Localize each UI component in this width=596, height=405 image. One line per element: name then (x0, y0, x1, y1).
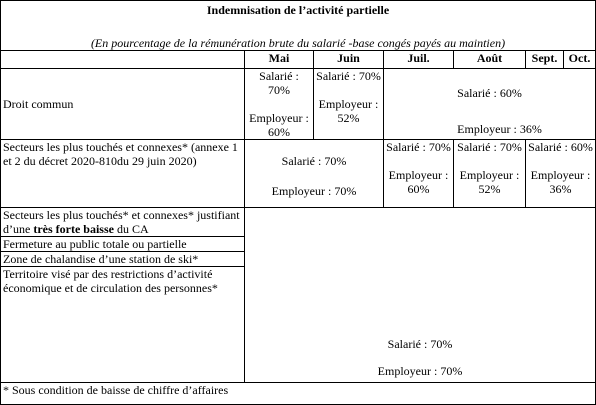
month-header-aout: Août (454, 51, 526, 69)
salarie-value: Salarié : 70% (259, 69, 299, 97)
table-title-cell (1, 1, 596, 51)
employeur-label: Employeur : (318, 97, 379, 111)
month-header-oct: Oct. (564, 51, 596, 69)
cell-droit-commun-juin (314, 69, 384, 140)
footnote: * Sous condition de baisse de chiffre d’affaires (1, 383, 596, 405)
salarie-value: Salarié : 60% (457, 86, 522, 100)
cell-droit-commun-juil-oct (384, 69, 596, 140)
employeur-value: 36% (549, 182, 572, 196)
month-header-sept: Sept. (526, 51, 564, 69)
employeur-label: Employeur : (530, 168, 591, 182)
row-label-fermeture: Fermeture au public totale ou partielle (1, 237, 245, 252)
employeur-label: Employeur : (388, 168, 449, 182)
salarie-value: Salarié : 60% (528, 140, 593, 154)
label-bold-text: très forte baisse (33, 222, 114, 236)
label-text: du CA (113, 222, 149, 236)
empty-header-cell (1, 51, 245, 69)
label-text: Secteurs les plus touchés* et connexes* justifiant d’une (3, 208, 240, 236)
employeur-label: Employeur : (459, 168, 520, 182)
salarie-value: Salarié : 70% (457, 140, 522, 154)
table-subtitle: (En pourcentage de la rémunération brute du salarié -base congés payés au maintien) (90, 36, 506, 50)
employeur-value: 60% (407, 182, 430, 196)
salarie-value: Salarié : 70% (387, 337, 453, 351)
cell-merged-70 (245, 208, 596, 383)
cell-secteurs-aout (454, 140, 526, 208)
employeur-value: Employeur : 36% (457, 122, 542, 136)
month-header-juin: Juin (314, 51, 384, 69)
row-label-territoire: Territoire visé par des restrictions d’activité économique et de circulation des personnes* (1, 267, 245, 383)
table-title: Indemnisation de l’activité partielle (206, 3, 390, 17)
row-label-droit-commun: Droit commun (1, 69, 245, 140)
cell-secteurs-mai-juin (245, 140, 384, 208)
employeur-value: 52% (337, 111, 360, 125)
month-header-juil: Juil. (384, 51, 454, 69)
employeur-value: 52% (478, 182, 501, 196)
cell-droit-commun-mai (245, 69, 314, 140)
employeur-label: Employeur : (249, 111, 309, 125)
row-label-ski: Zone de chalandise d’une station de ski* (1, 252, 245, 267)
salarie-value: Salarié : 70% (316, 69, 381, 83)
cell-secteurs-sept-oct (526, 140, 596, 208)
month-header-mai: Mai (245, 51, 314, 69)
salarie-value: Salarié : 70% (281, 154, 347, 168)
employeur-value: Employeur : 70% (377, 364, 463, 378)
row-label-forte-baisse (1, 208, 245, 237)
employeur-value: Employeur : 70% (271, 184, 357, 198)
row-label-secteurs-touches: Secteurs les plus touchés et connexes* (annexe 1 et 2 du décret 2020-810du 29 juin 2020) (1, 140, 245, 208)
salarie-value: Salarié : 70% (386, 140, 451, 154)
employeur-value: 60% (268, 125, 290, 139)
cell-secteurs-juil (384, 140, 454, 208)
